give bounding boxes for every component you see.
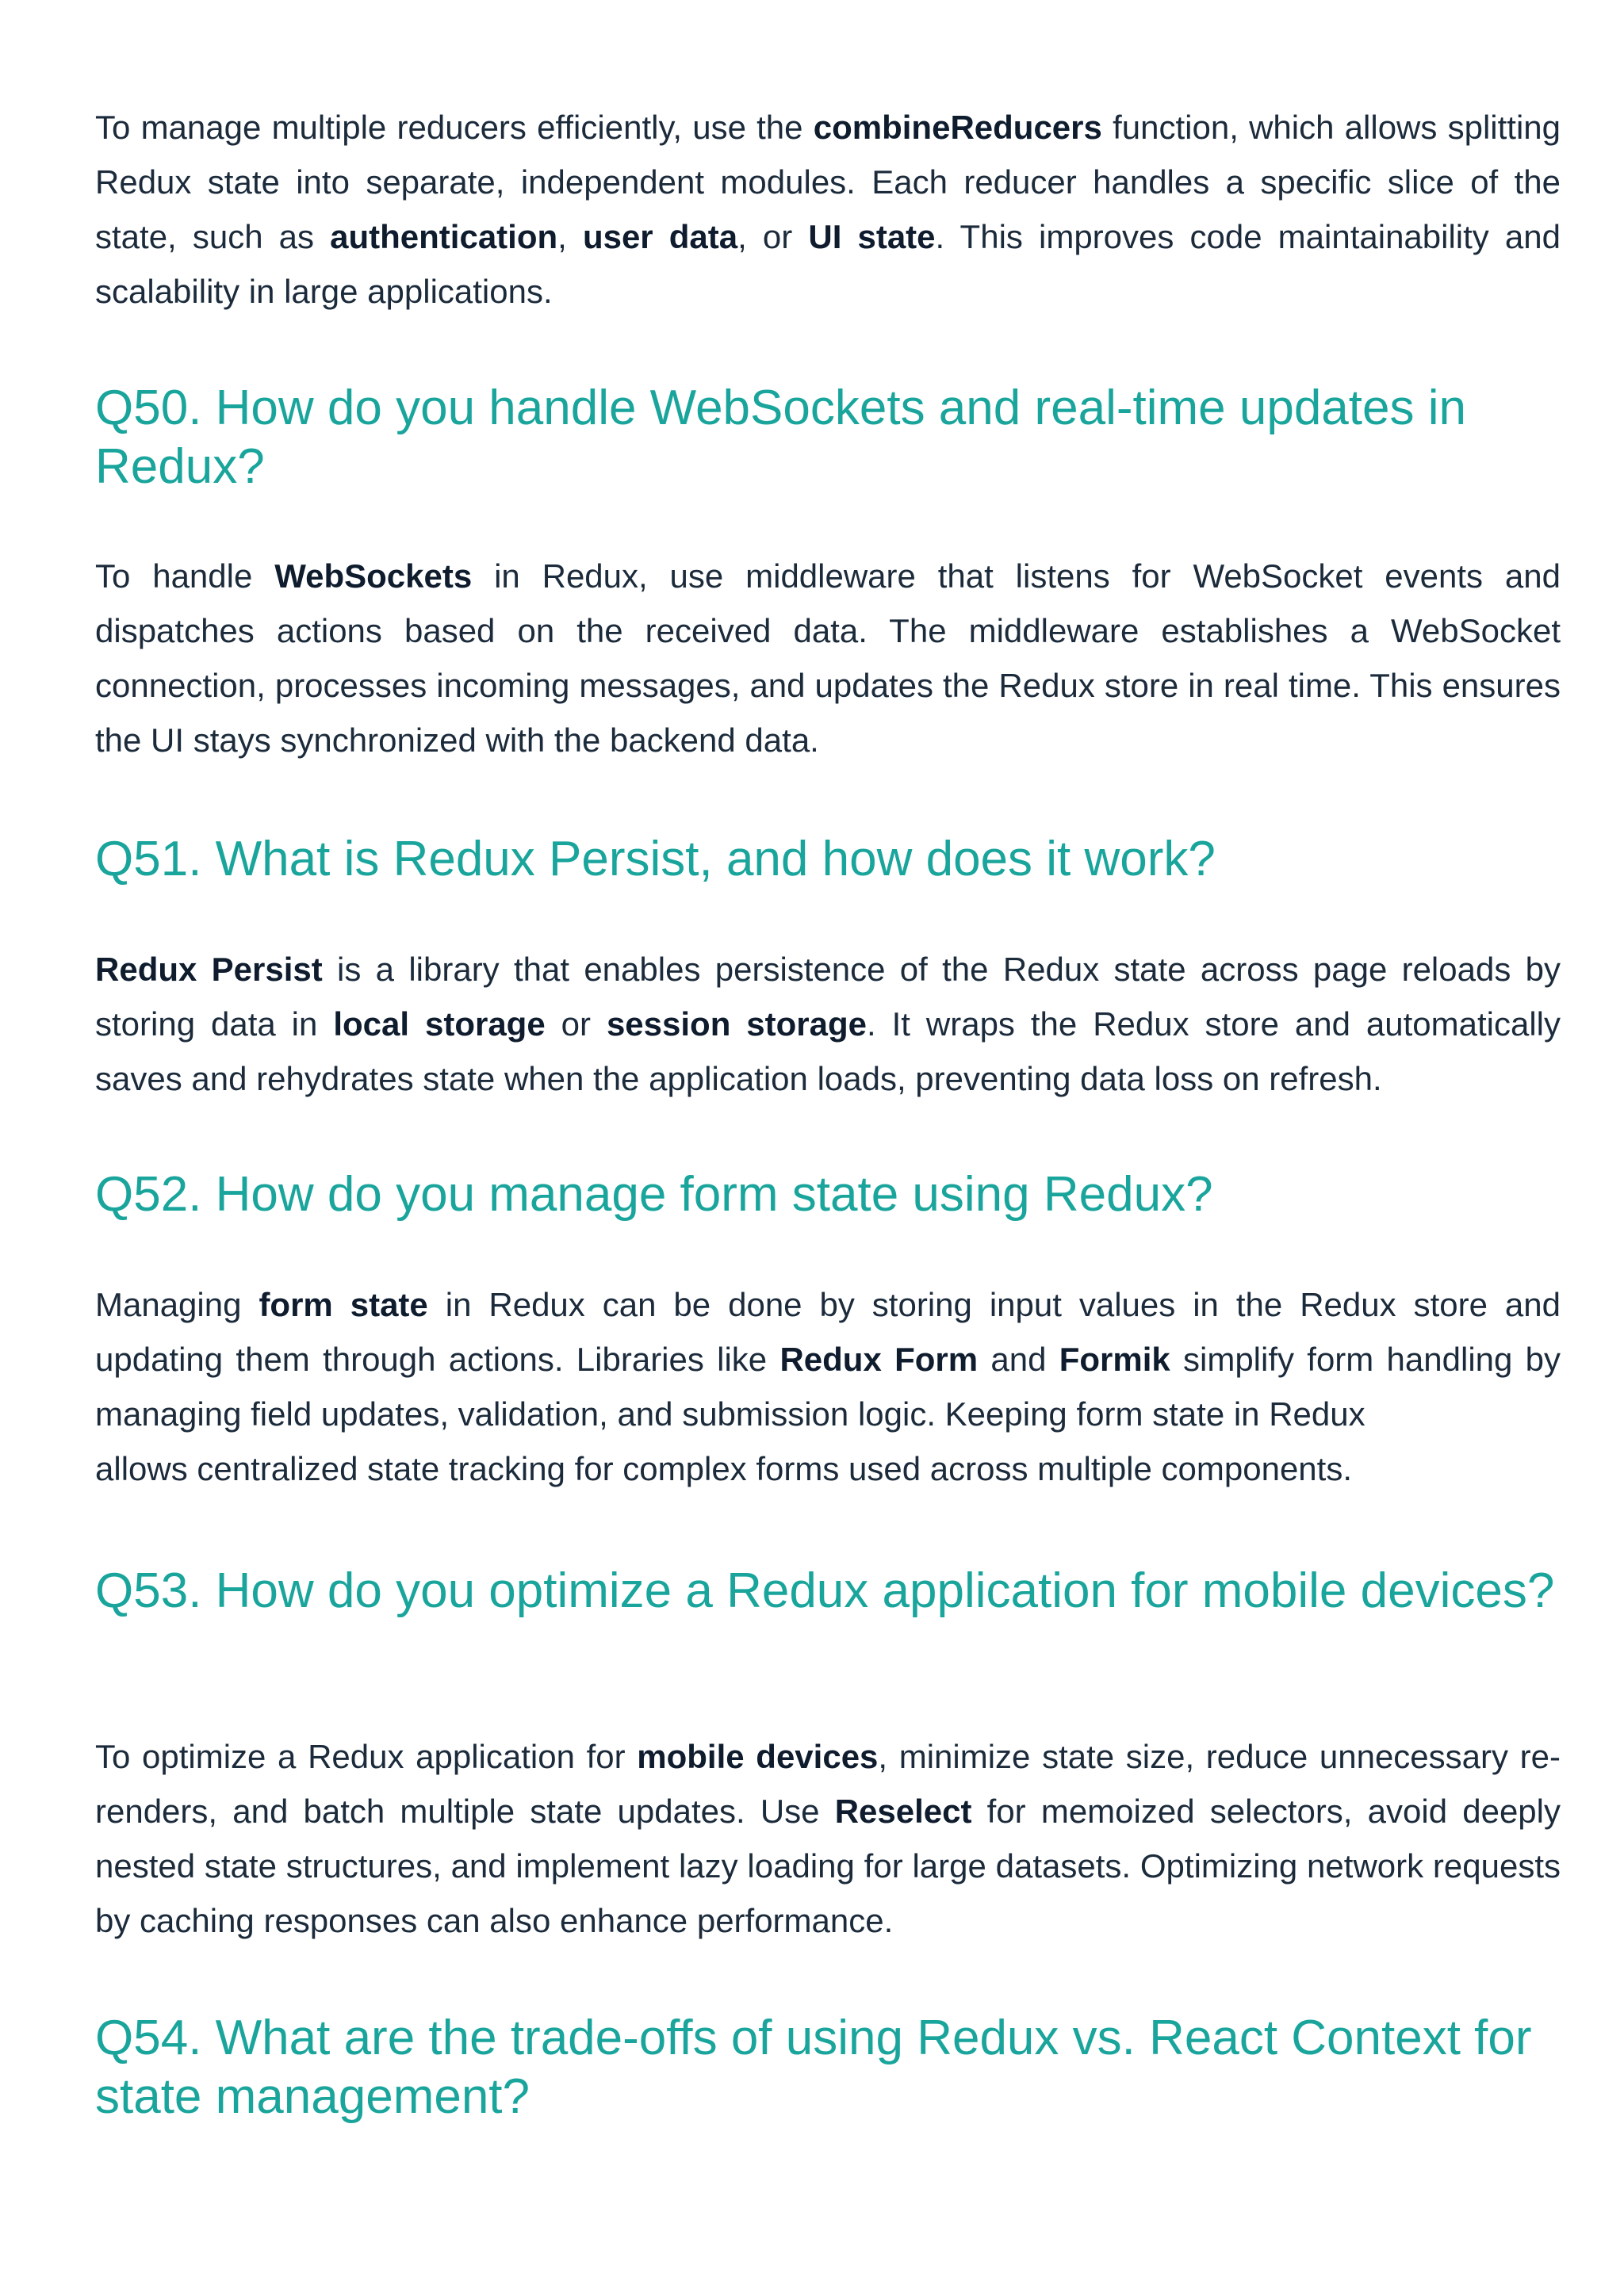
- bold-term: combineReducers: [813, 109, 1102, 146]
- bold-term: mobile devices: [637, 1738, 879, 1775]
- text-run: To optimize a Redux application for: [95, 1738, 638, 1775]
- bold-term: WebSockets: [274, 557, 473, 595]
- bold-term: authentication: [330, 218, 558, 255]
- text-run: . This improves code maintainability and scalability in large applications.: [95, 218, 1561, 310]
- text-run: Managing: [95, 1286, 259, 1323]
- q52-heading: Q52. How do you manage form state using Redux?: [95, 1167, 1213, 1222]
- text-run: simplify form handling by managing field updates, validation, and submission logic. Keeping form state in Redux: [95, 1341, 1561, 1433]
- q50-answer: [95, 549, 1561, 767]
- text-run: in Redux, use middleware that listens for WebSocket events and dispatches actions based on the received data. The middleware establishes a WebSocket connection, processes incoming messages, and updates the Redux store in real time. This ensures the UI stays synchronized with the backend data.: [95, 557, 1561, 759]
- text-run: To manage multiple reducers efficiently, use the: [95, 109, 814, 146]
- text-run: To handle: [95, 557, 275, 595]
- q53-answer: [95, 1729, 1561, 1948]
- bold-term: user data: [582, 218, 738, 255]
- text-run: allows centralized state tracking for complex forms used across multiple components.: [95, 1450, 1353, 1487]
- q54-heading: Q54. What are the trade-offs of using Redux vs. React Context for state management?: [95, 2011, 1532, 2124]
- bold-term: session storage: [606, 1005, 868, 1043]
- text-run: ,: [557, 218, 583, 255]
- bold-term: Reselect: [834, 1793, 972, 1830]
- q52-answer: [95, 1277, 1561, 1496]
- text-run: for memoized selectors, avoid deeply nested state structures, and implement lazy loading for large datasets. Optimizing network requests by caching responses can also enhance performance.: [95, 1793, 1561, 1939]
- bold-term: Formik: [1059, 1341, 1170, 1378]
- q51-heading: Q51. What is Redux Persist, and how does it work?: [95, 832, 1216, 886]
- text-run: function, which allows splitting Redux state into separate, independent modules. Each reducer handles a specific slice of the state, such as: [95, 109, 1561, 255]
- q53-heading: Q53. How do you optimize a Redux application for mobile devices?: [95, 1563, 1555, 1618]
- bold-term: local storage: [333, 1005, 546, 1043]
- text-run: is a library that enables persistence of the Redux state across page reloads by storing data in: [95, 951, 1561, 1043]
- text-run: , minimize state size, reduce unnecessary re-renders, and batch multiple state updates. Use: [95, 1738, 1561, 1830]
- bold-term: Redux Form: [779, 1341, 979, 1378]
- text-run: , or: [737, 218, 809, 255]
- text-run: or: [545, 1005, 607, 1043]
- text-run: and: [978, 1341, 1059, 1378]
- bold-term: form state: [259, 1286, 428, 1323]
- q50-heading: Q50. How do you handle WebSockets and real-time updates in Redux?: [95, 381, 1466, 494]
- intro-paragraph: [95, 100, 1561, 319]
- bold-term: UI state: [808, 218, 936, 255]
- q51-answer: [95, 942, 1561, 1106]
- text-run: in Redux can be done by storing input values in the Redux store and updating them through actions. Libraries like: [95, 1286, 1561, 1378]
- bold-term: Redux Persist: [95, 951, 323, 988]
- text-run: . It wraps the Redux store and automatically saves and rehydrates state when the application loads, preventing data loss on refresh.: [95, 1005, 1561, 1097]
